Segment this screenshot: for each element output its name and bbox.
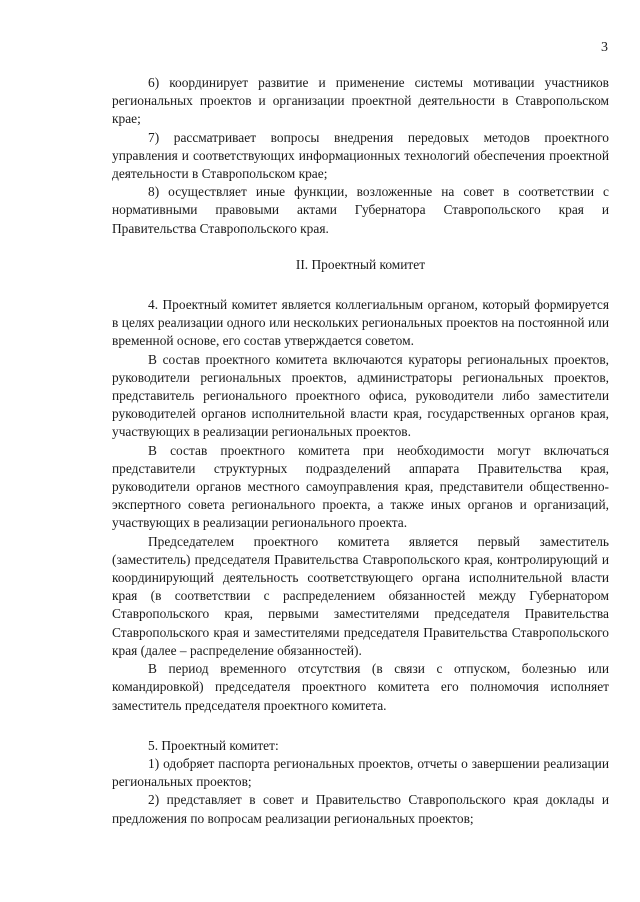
paragraph-function-2: 2) представляет в совет и Правительство Ставропольского края доклады и предложения по вопросам реализации региональных проектов; (112, 792, 609, 826)
page-number: 3 (601, 40, 608, 55)
paragraph-function-1: 1) одобряет паспорта региональных проектов, отчеты о завершении реализации региональных проектов; (112, 755, 609, 790)
paragraph-optional-members: В состав проектного комитета при необходимости могут включаться представители структурных подразделений аппарата Правительства края, руководители органов местного самоуправления края, представители общественно-экспертного совета регионального проекта, а также иных органов и организаций, участвующих в реализации регионального проекта. (112, 442, 609, 531)
paragraph-item-7: 7) рассматривает вопросы внедрения передовых методов проектного управления и соответствующих информационных технологий обеспечения проектной деятельности в Ставропольском крае; (112, 129, 609, 182)
paragraph-chairman: Председателем проектного комитета является первый заместитель (заместитель) председателя Правительства Ставропольского края, контролирующий и координирующий деятельность соответствующего органа исполнительной власти края (в соответствии с распределением обязанностей между Губернатором Ставропольского края, первыми заместителями председателя Правительства Ставропольского края и заместителями председателя Правительства Ставропольского края (далее – распределение обязанностей). (112, 533, 609, 658)
paragraph-clause-5: 5. Проектный комитет: (148, 737, 279, 753)
paragraph-item-6: 6) координирует развитие и применение системы мотивации участников региональных проектов и организации проектной деятельности в Ставропольском крае; (112, 75, 609, 127)
document-body (112, 74, 609, 828)
paragraph-committee-members: В состав проектного комитета включаются кураторы региональных проектов, руководители региональных проектов, администраторы региональных проектов, представитель регионального проектного офиса, руководители либо заместители руководителей органов исполнительной власти края, государственных органов края, участвующих в реализации региональных проектов. (112, 351, 609, 440)
paragraph-item-8: 8) осуществляет иные функции, возложенные на совет в соответствии с нормативными правовыми актами Губернатора Ставропольского края и Правительства Ставропольского края. (112, 184, 609, 236)
paragraph-absence: В период временного отсутствия (в связи с отпуском, болезнью или командировкой) председателя проектного комитета его полномочия исполняет заместитель председателя проектного комитета. (112, 661, 609, 713)
section-heading: II. Проектный комитет (295, 256, 426, 272)
paragraph-clause-4: 4. Проектный комитет является коллегиальным органом, который формируется в целях реализации одного или нескольких региональных проектов на постоянной или временной основе, его состав утверждается советом. (112, 297, 609, 349)
